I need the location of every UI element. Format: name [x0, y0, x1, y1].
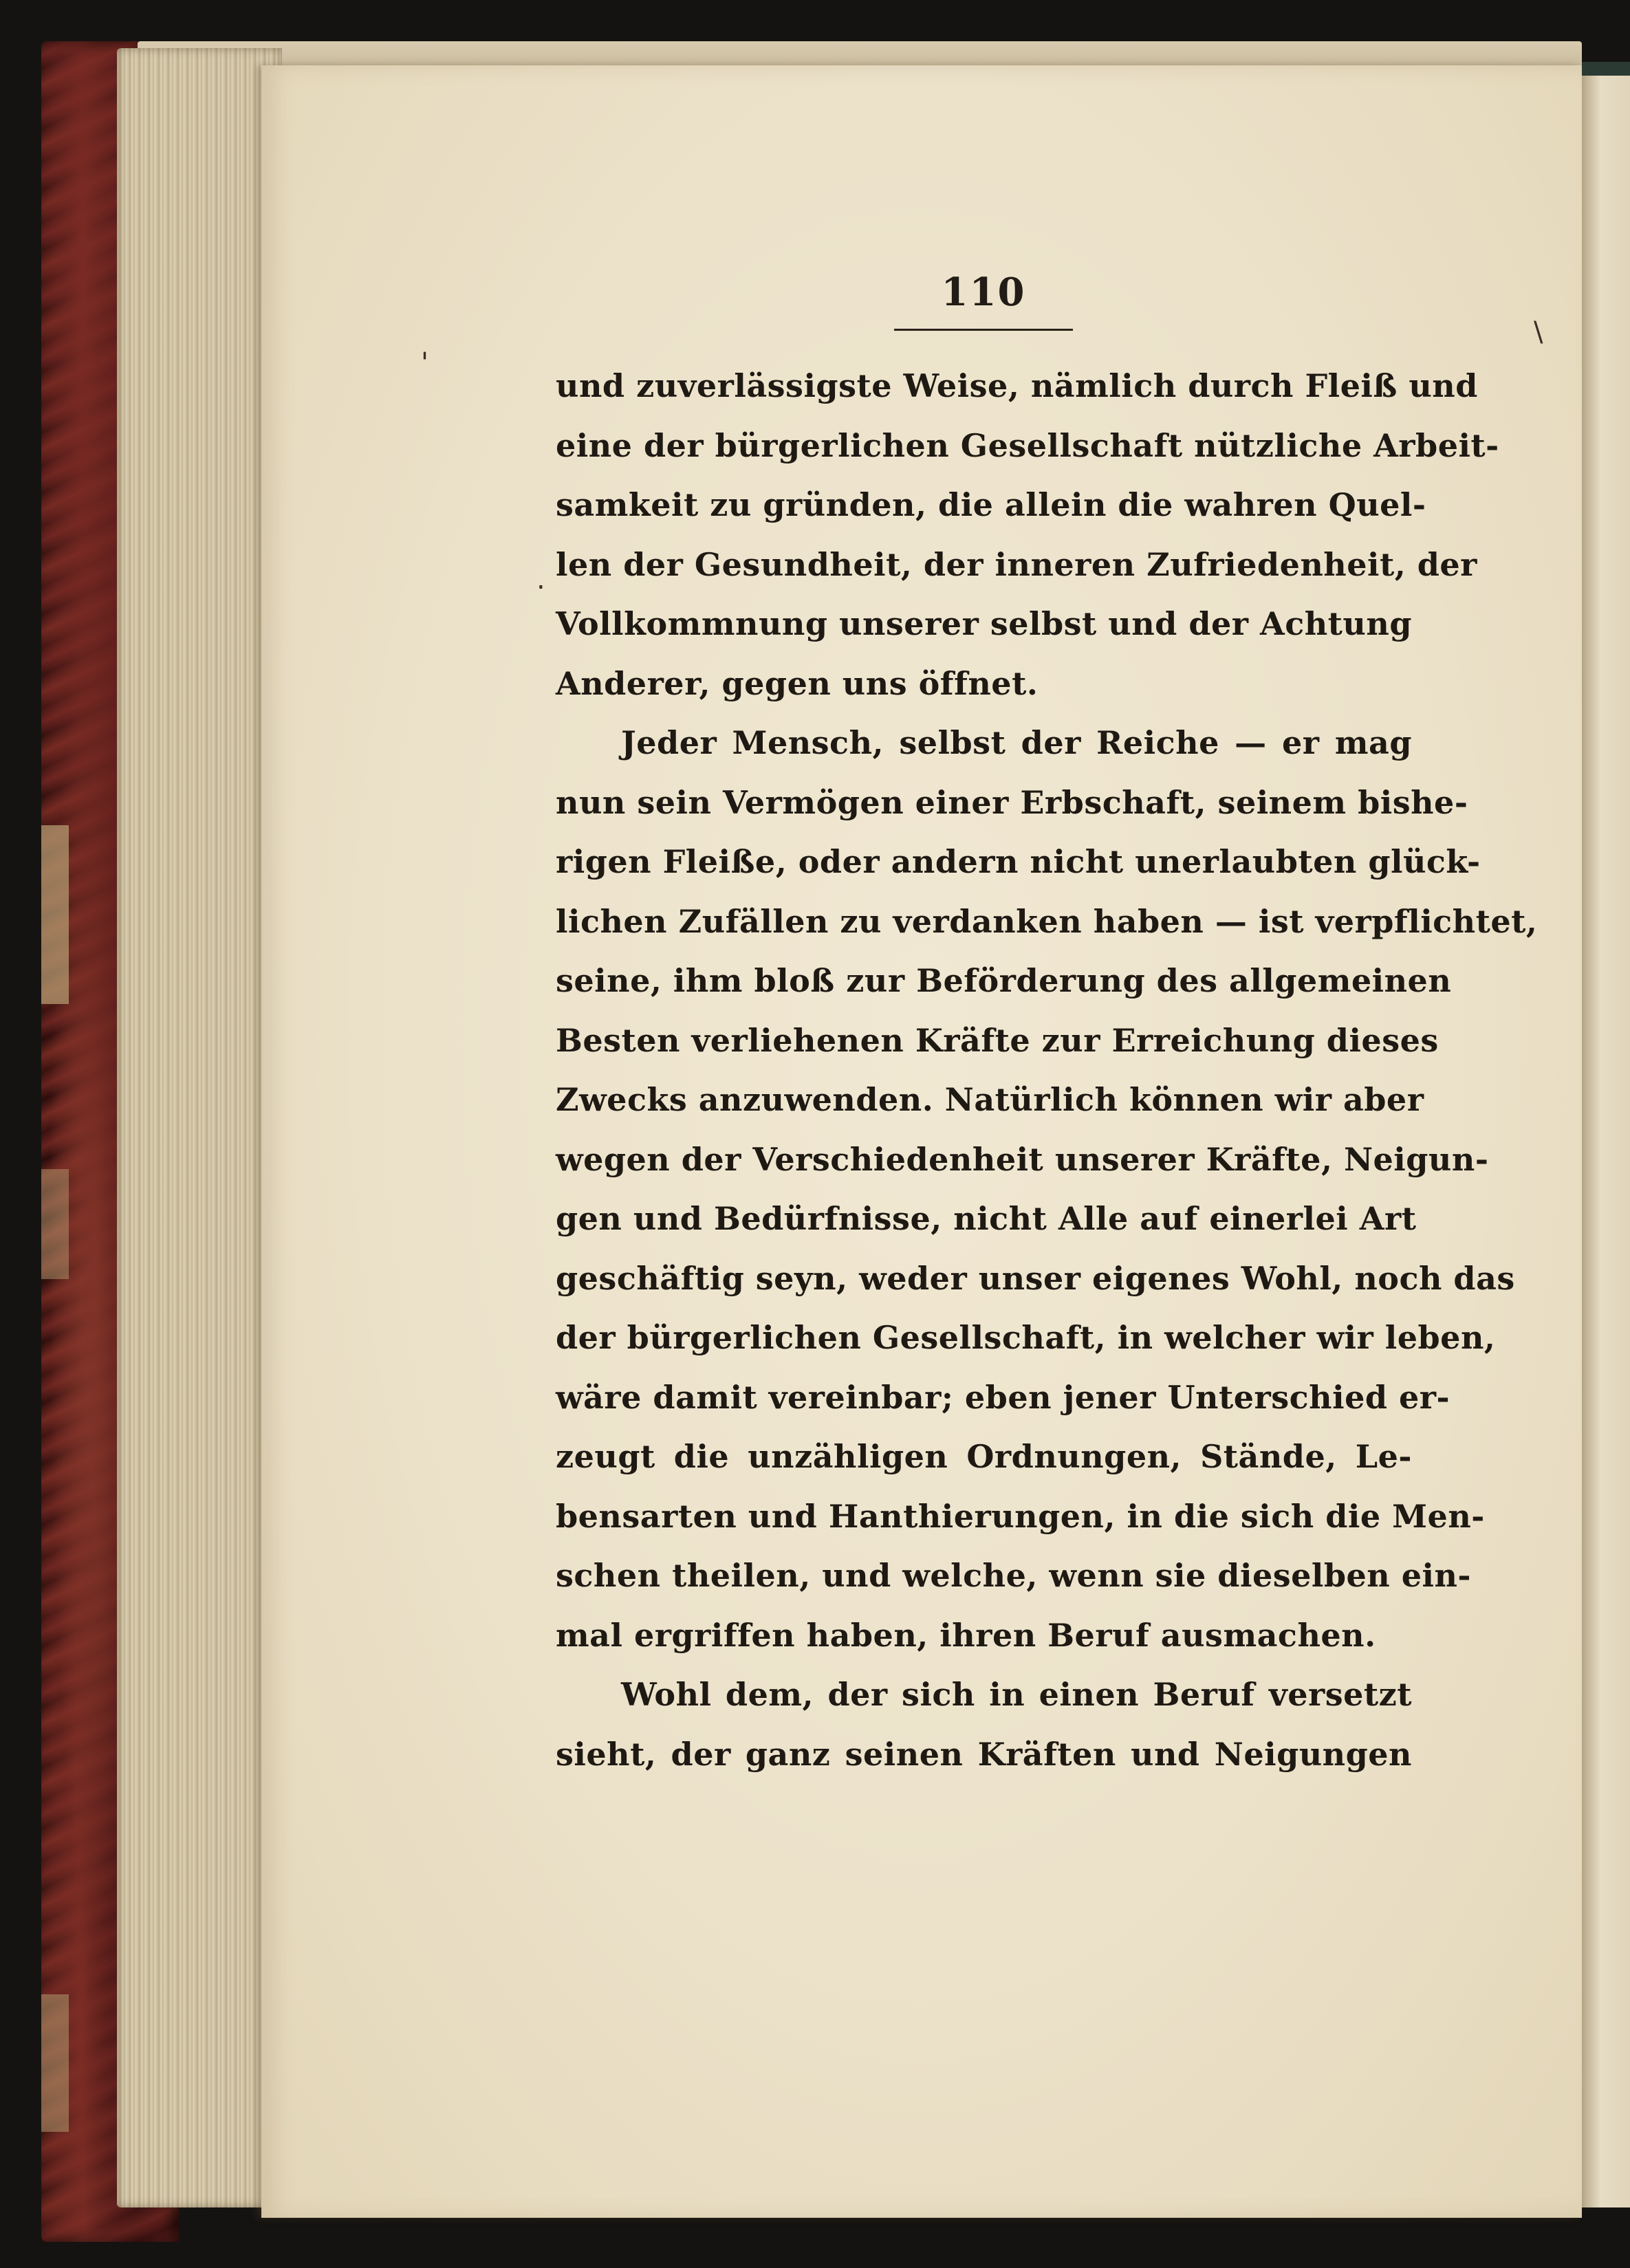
text-line: Wohl dem, der sich in einen Beruf versetzt — [621, 1676, 1412, 1713]
margin-mark: . — [536, 564, 545, 596]
worn-cover-patch — [41, 825, 69, 1004]
text-line: rigen Fleiße, oder andern nicht unerlaubten glück- — [556, 843, 1481, 880]
text-line: eine der bürgerlichen Gesellschaft nützliche Arbeit- — [556, 426, 1499, 464]
text-line: seine, ihm bloß zur Beförderung des allgemeinen — [556, 962, 1452, 999]
text-line: Besten verliehenen Kräfte zur Erreichung dieses — [556, 1021, 1439, 1059]
text-line: lichen Zufällen zu verdanken haben — ist verpflichtet, — [556, 902, 1538, 940]
page-stack-edges — [117, 48, 282, 2207]
text-line: Anderer, gegen uns öffnet. — [556, 664, 1039, 702]
text-line: sieht, der ganz seinen Kräften und Neigungen — [556, 1735, 1412, 1773]
text-line: nun sein Vermögen einer Erbschaft, seinem bishe- — [556, 783, 1468, 821]
text-line: und zuverlässigste Weise, nämlich durch Fleiß und — [556, 367, 1478, 404]
page-stack-top-edge — [138, 41, 1582, 69]
text-line: Jeder Mensch, selbst der Reiche — er mag — [621, 724, 1412, 761]
text-line: gen und Bedürfnisse, nicht Alle auf einerlei Art — [556, 1200, 1417, 1237]
text-line: wegen der Verschiedenheit unserer Kräfte, Neigun- — [556, 1140, 1489, 1178]
text-line: geschäftig seyn, weder unser eigenes Wohl, noch das — [556, 1259, 1515, 1297]
worn-cover-patch — [41, 1994, 69, 2132]
margin-mark: ' — [421, 347, 428, 379]
text-line: der bürgerlichen Gesellschaft, in welcher wir leben, — [556, 1319, 1496, 1356]
text-line: zeugt die unzähligen Ordnungen, Stände, Le- — [556, 1438, 1412, 1475]
text-line: schen theilen, und welche, wenn sie dieselben ein- — [556, 1557, 1472, 1594]
facing-page-edge — [1582, 76, 1630, 2207]
text-line: len der Gesundheit, der inneren Zufriedenheit, der — [556, 545, 1477, 583]
worn-cover-patch — [41, 1169, 69, 1279]
text-line: Zwecks anzuwenden. Natürlich können wir aber — [556, 1081, 1424, 1118]
text-line: wäre damit vereinbar; eben jener Unterschied er- — [556, 1378, 1450, 1416]
body-text — [556, 356, 1538, 1784]
text-line: Vollkommnung unserer selbst und der Achtung — [556, 605, 1412, 642]
page-number-rule — [894, 329, 1073, 331]
margin-mark: \ — [1534, 316, 1543, 348]
text-line: samkeit zu gründen, die allein die wahren Quel- — [556, 486, 1426, 523]
text-line: bensarten und Hanthierungen, in die sich die Men- — [556, 1497, 1485, 1535]
text-line: mal ergriffen haben, ihren Beruf ausmachen. — [556, 1616, 1376, 1654]
page-number: 110 — [941, 270, 1026, 315]
